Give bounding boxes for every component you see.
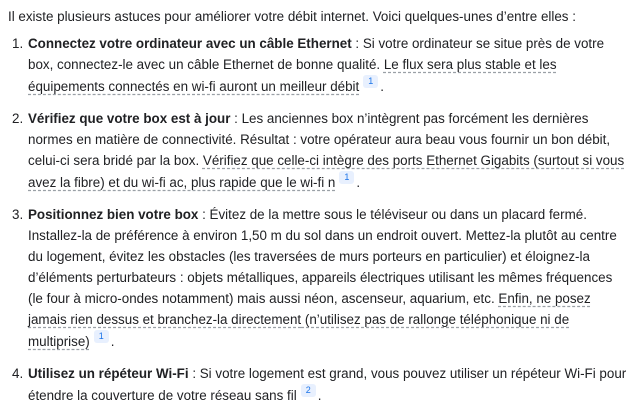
intro-text: Il existe plusieurs astuces pour améliorer votre débit internet. Voici quelques-unes d’entre elles : bbox=[8, 9, 576, 24]
tip-title: Utilisez un répéteur Wi-Fi bbox=[28, 366, 189, 381]
tip-end: . bbox=[380, 79, 384, 94]
citation-badge[interactable]: 1 bbox=[339, 171, 354, 184]
tip-title: Positionnez bien votre box bbox=[28, 207, 199, 222]
tip-item-4 bbox=[12, 363, 629, 406]
tip-highlight[interactable]: Vérifiez que celle-ci intègre des ports Ethernet Gigabits (surtout si vous avez la fibre) et du wi-fi ac, plus rapide que le wi-fi n bbox=[28, 153, 625, 190]
tip-item-1 bbox=[12, 33, 629, 97]
tip-end: . bbox=[356, 175, 361, 190]
tip-highlight[interactable]: Enfin, ne posez jamais rien dessus et branchez-la directement bbox=[28, 291, 591, 327]
tip-end: . bbox=[110, 334, 115, 349]
tip-item-2 bbox=[12, 108, 629, 193]
tip-after[interactable]: (n’utilisez pas de rallonge téléphonique ni de multiprise) bbox=[28, 312, 570, 349]
tips-list bbox=[8, 33, 629, 406]
tip-number: 2. bbox=[12, 111, 24, 126]
tip-number: 3. bbox=[12, 207, 24, 222]
tip-text: : Si votre ordinateur se situe près de votre box, connectez-le avec un câble Ethernet de bonne qualité. bbox=[28, 36, 605, 72]
tip-number: 1. bbox=[12, 36, 24, 51]
tip-title: Vérifiez que votre box est à jour bbox=[28, 111, 231, 126]
citation-badge[interactable]: 1 bbox=[94, 330, 109, 343]
tip-text: : Évitez de la mettre sous le téléviseur ou dans un placard fermé. Installez-la de préférence à environ 1,50 m du sol dans un endroit ouvert. Mettez-la plutôt au centre du logement, évitez les obstacles (les traversées de murs porteurs en particulier) et éloignez-la d’éléments perturbateurs : objets métalliques, appareils électriques utilisant les mêmes fréquences (le four à micro-ondes notamment) mais aussi néon, ascenseur, aquarium, etc. bbox=[28, 207, 617, 306]
tip-title: Connectez votre ordinateur avec un câble Ethernet bbox=[28, 36, 352, 51]
citation-badge[interactable]: 1 bbox=[363, 75, 378, 88]
tip-end: . bbox=[317, 388, 322, 403]
citation-badge[interactable]: 2 bbox=[301, 384, 316, 397]
tip-item-3 bbox=[12, 204, 629, 352]
tip-text: : Les anciennes box n’intègrent pas forcément les dernières normes en matière de connectivité. Résultat : votre opérateur aura beau vous fournir un bon débit, celui-ci sera bridé par la box. bbox=[28, 111, 611, 168]
tip-highlight[interactable]: Le flux sera plus stable et les équipements connectés en wi-fi auront un meilleur débit bbox=[28, 57, 557, 94]
tip-text: : Si votre logement est grand, vous pouvez utiliser un répéteur Wi-Fi pour étendre la couverture de votre réseau sans fil bbox=[28, 366, 627, 403]
tip-number: 4. bbox=[12, 366, 24, 381]
